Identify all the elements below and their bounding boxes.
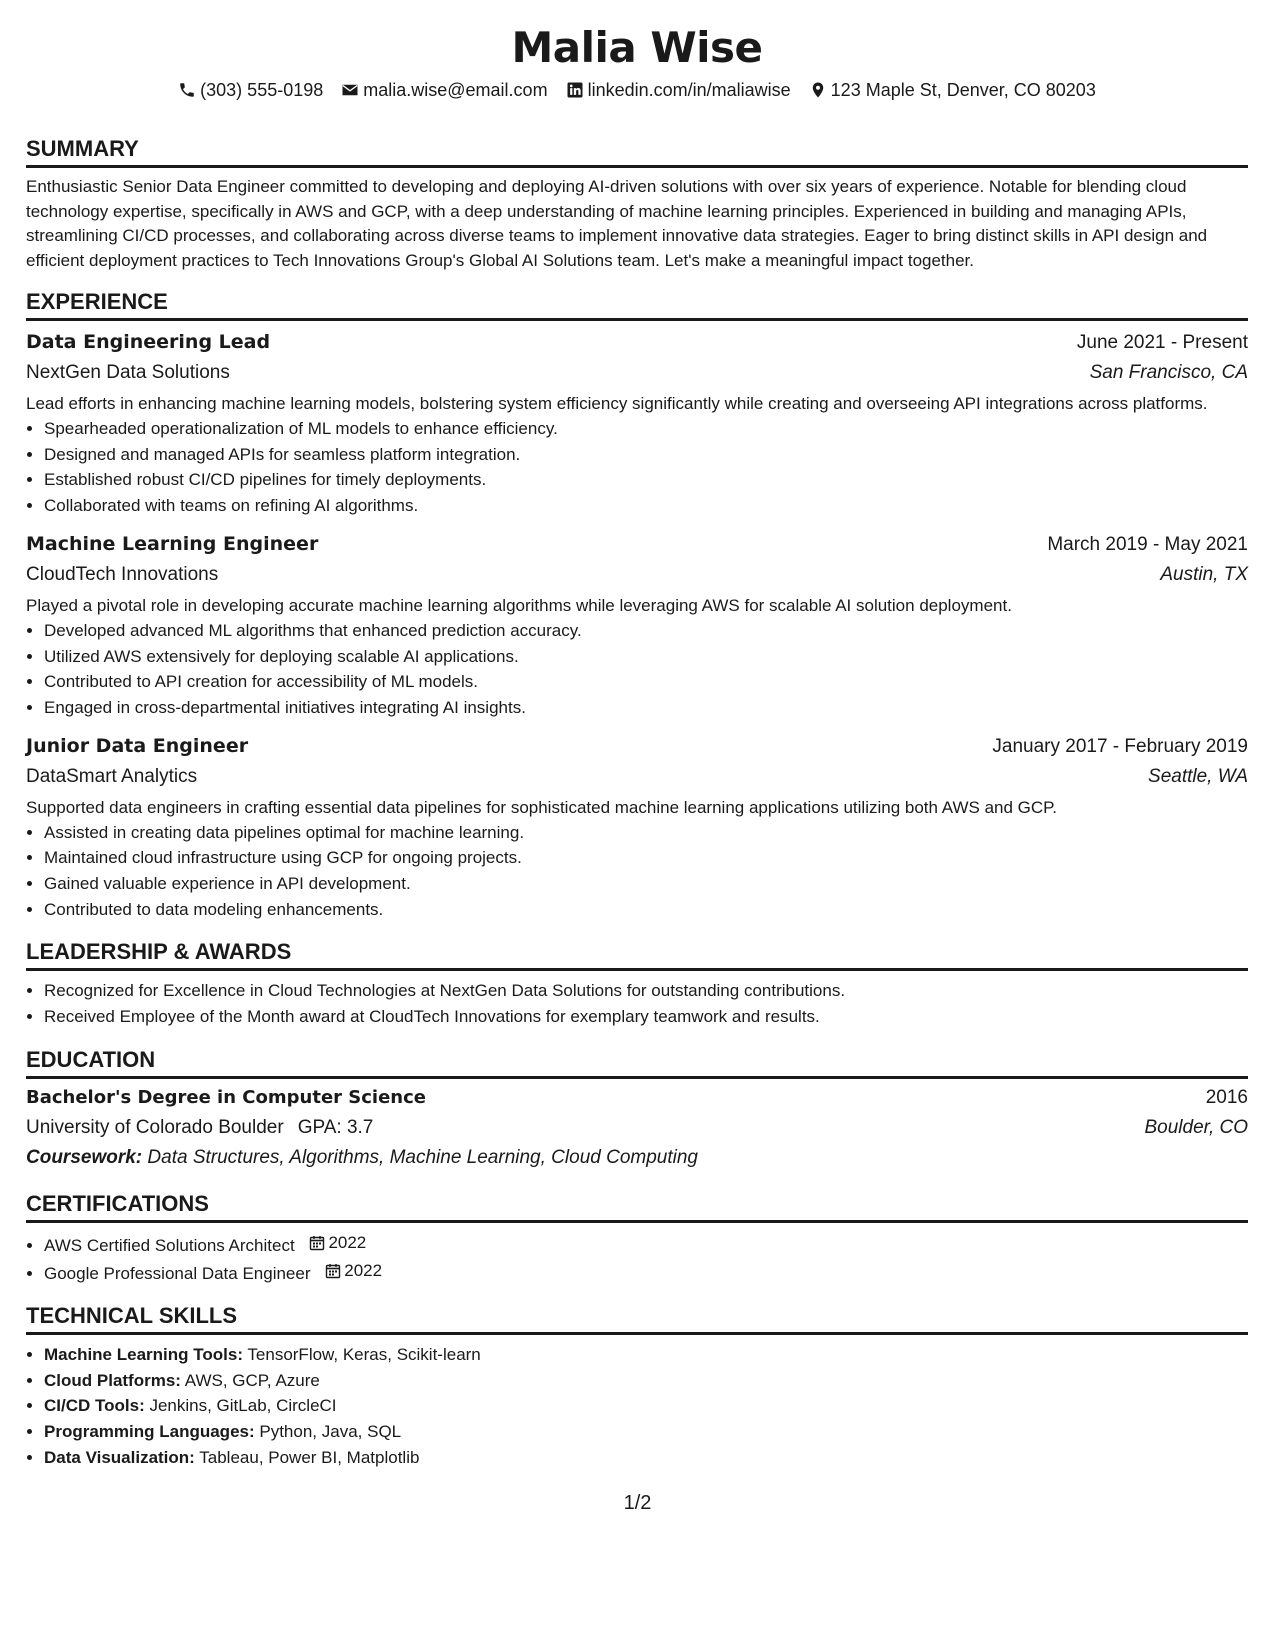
job-entry: [26, 731, 1248, 923]
skill-value: AWS, GCP, Azure: [184, 1370, 320, 1390]
education-section: [26, 1046, 1248, 1173]
list-item: • Established robust CI/CD pipelines for timely deployments.: [44, 467, 1248, 493]
job-dates: June 2021 - Present: [1076, 332, 1248, 353]
cert-date: [309, 1230, 366, 1256]
leadership-section: [26, 938, 1248, 1029]
job-role: Junior Data Engineer: [26, 734, 249, 757]
list-item: [44, 1368, 1248, 1394]
email-link[interactable]: malia.wise@email.com: [363, 79, 548, 100]
skill-label: Programming Languages:: [44, 1422, 255, 1442]
job-company: CloudTech Innovations: [26, 563, 219, 585]
list-item: • Recognized for Excellence in Cloud Technologies at NextGen Data Solutions for outstanding contributions.: [44, 978, 1248, 1004]
linkedin-icon: [566, 81, 584, 99]
summary-section: [26, 135, 1248, 273]
cert-name: Google Professional Data Engineer: [44, 1264, 311, 1284]
section-title-certifications: CERTIFICATIONS: [26, 1190, 1248, 1223]
job-location: San Francisco, CA: [1089, 362, 1248, 383]
page-number: 1/2: [623, 1492, 652, 1514]
award-list: [26, 978, 1248, 1029]
school-name: University of Colorado Boulder: [26, 1116, 284, 1138]
job-company: NextGen Data Solutions: [26, 362, 230, 383]
map-pin-icon: [809, 81, 827, 99]
section-title-experience: EXPERIENCE: [26, 288, 1248, 321]
job-entry: [26, 327, 1248, 519]
contact-address: [809, 80, 1096, 101]
list-item: [44, 1419, 1248, 1445]
list-item: • Assisted in creating data pipelines optimal for machine learning.: [44, 820, 1248, 846]
list-item: • Utilized AWS extensively for deploying scalable AI applications.: [44, 644, 1248, 670]
job-location: Austin, TX: [1160, 563, 1248, 585]
list-item: • Developed advanced ML algorithms that enhanced prediction accuracy.: [44, 618, 1248, 644]
skill-value: Jenkins, GitLab, CircleCI: [149, 1396, 337, 1416]
list-item: • Collaborated with teams on refining AI algorithms.: [44, 493, 1248, 519]
cert-year: 2022: [344, 1261, 383, 1281]
job-dates: March 2019 - May 2021: [1047, 533, 1248, 555]
contact-bar: [26, 78, 1248, 102]
school-location: Boulder, CO: [1144, 1116, 1248, 1138]
list-item: • Gained valuable experience in API development.: [44, 871, 1248, 897]
contact-linkedin[interactable]: [566, 80, 791, 101]
cert-date: [325, 1258, 382, 1284]
section-title-leadership: LEADERSHIP & AWARDS: [26, 938, 1248, 971]
degree-title: Bachelor's Degree in Computer Science: [26, 1086, 426, 1108]
job-description: Supported data engineers in crafting essential data pipelines for sophisticated machine learning applications utilizing both AWS and GCP.: [26, 797, 1058, 817]
list-item: • Maintained cloud infrastructure using GCP for ongoing projects.: [44, 845, 1248, 871]
summary-text: Enthusiastic Senior Data Engineer committed to developing and deploying AI-driven solutions with over six years of experience. Notable for blending cloud technology expertise, specifically in AWS and GCP, with a deep understanding of machine learning principles. Experienced in building and managing APIs, streamlining CI/CD processes, and collaborating across diverse teams to implement innovative data strategies. Eager to bring distinct skills in API design and efficient deployment practices to Tech Innovations Group's Global AI Solutions team. Let's make a meaningful impact together.: [26, 177, 1208, 270]
list-item: • Contributed to data modeling enhancements.: [44, 897, 1248, 923]
list-item: • Spearheaded operationalization of ML models to enhance efficiency.: [44, 416, 1248, 442]
section-title-summary: SUMMARY: [26, 135, 1248, 168]
list-item: [44, 1342, 1248, 1368]
list-item: • Engaged in cross-departmental initiatives integrating AI insights.: [44, 695, 1248, 721]
envelope-icon: [341, 81, 359, 99]
job-description: Played a pivotal role in developing accurate machine learning algorithms while leveraging AWS for scalable AI solution deployment.: [26, 595, 1012, 615]
skills-section: [26, 1302, 1248, 1471]
skill-value: Python, Java, SQL: [259, 1422, 402, 1442]
job-location: Seattle, WA: [1148, 765, 1248, 787]
linkedin-link[interactable]: linkedin.com/in/maliawise: [587, 79, 791, 100]
list-item: [44, 1445, 1248, 1471]
job-description: Lead efforts in enhancing machine learning models, bolstering system efficiency significantly while creating and overseeing API integrations across platforms.: [26, 394, 1208, 413]
list-item: [44, 1393, 1248, 1419]
cert-name: AWS Certified Solutions Architect: [44, 1235, 295, 1255]
gpa-text: GPA: 3.7: [297, 1116, 374, 1138]
skill-list: [26, 1342, 1248, 1471]
candidate-name: Malia Wise: [511, 23, 763, 72]
section-title-education: EDUCATION: [26, 1046, 1248, 1079]
list-item: [44, 1258, 1248, 1287]
address-text: 123 Maple St, Denver, CO 80203: [830, 79, 1096, 100]
job-role: Data Engineering Lead: [26, 331, 271, 353]
graduation-year: 2016: [1205, 1086, 1248, 1108]
skill-label: Data Visualization:: [44, 1447, 195, 1467]
list-item: [44, 1230, 1248, 1259]
experience-section: [26, 288, 1248, 922]
skill-label: Machine Learning Tools:: [44, 1344, 243, 1364]
skill-value: Tableau, Power BI, Matplotlib: [199, 1447, 420, 1467]
contact-phone: [178, 80, 323, 101]
section-title-skills: TECHNICAL SKILLS: [26, 1302, 1248, 1335]
school-info: [26, 1113, 373, 1143]
job-entry: [26, 529, 1248, 721]
certification-list: [26, 1230, 1248, 1287]
list-item: • Contributed to API creation for accessibility of ML models.: [44, 669, 1248, 695]
skill-value: TensorFlow, Keras, Scikit-learn: [247, 1344, 481, 1364]
list-item: • Designed and managed APIs for seamless platform integration.: [44, 442, 1248, 468]
coursework-label: Coursework:: [26, 1146, 143, 1168]
job-role: Machine Learning Engineer: [26, 532, 319, 555]
coursework: [26, 1143, 1248, 1173]
phone-text: (303) 555-0198: [200, 79, 324, 100]
calendar-icon: [309, 1235, 325, 1251]
job-bullets: [26, 618, 1248, 721]
job-company: DataSmart Analytics: [26, 765, 198, 787]
skill-label: Cloud Platforms:: [44, 1370, 181, 1390]
contact-email[interactable]: [341, 80, 547, 101]
skill-label: CI/CD Tools:: [44, 1396, 145, 1416]
list-item: • Received Employee of the Month award at CloudTech Innovations for exemplary teamwork and results.: [44, 1004, 1248, 1030]
calendar-icon: [325, 1263, 341, 1279]
job-bullets: [26, 820, 1248, 923]
job-bullets: [26, 416, 1248, 519]
coursework-list: Data Structures, Algorithms, Machine Learning, Cloud Computing: [147, 1146, 698, 1168]
phone-icon: [178, 81, 196, 99]
job-dates: January 2017 - February 2019: [992, 735, 1248, 757]
certifications-section: [26, 1190, 1248, 1287]
cert-year: 2022: [328, 1232, 367, 1252]
